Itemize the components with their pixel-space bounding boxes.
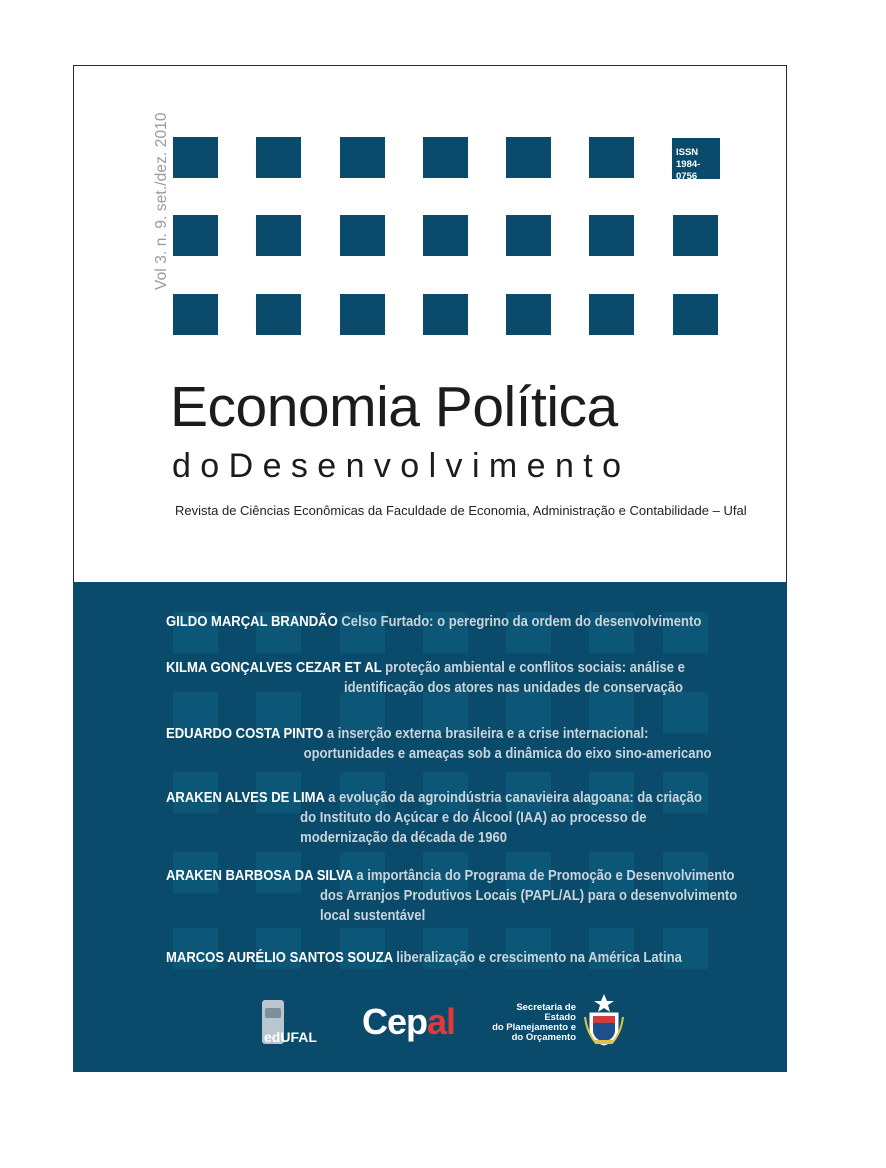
secretaria-line: Secretaria de Estado bbox=[516, 1002, 576, 1023]
article-title-line: modernização da década de 1960 bbox=[300, 829, 508, 846]
edufal-name: edUFAL bbox=[264, 1029, 317, 1045]
cepal-accent: al bbox=[427, 1001, 456, 1042]
article-title-line: Celso Furtado: o peregrino da ordem do desenvolvimento bbox=[341, 613, 702, 630]
decorative-square bbox=[506, 294, 551, 335]
article-title-line: liberalização e crescimento na América Latina bbox=[396, 949, 682, 966]
decorative-square bbox=[423, 215, 468, 256]
decorative-square bbox=[173, 294, 218, 335]
decorative-square bbox=[340, 215, 385, 256]
secretaria-line: do Orçamento bbox=[511, 1032, 576, 1043]
article-entry bbox=[166, 788, 702, 846]
secretaria-logo-text bbox=[484, 1003, 576, 1043]
decorative-square bbox=[173, 137, 218, 178]
secretaria-line: do Planejamento e bbox=[492, 1022, 576, 1033]
article-title-line: dos Arranjos Produtivos Locais (PAPL/AL) para o desenvolvimento bbox=[319, 887, 738, 904]
article-title-line: proteção ambiental e conflitos sociais: análise e bbox=[385, 659, 685, 676]
band-square bbox=[663, 692, 708, 733]
decorative-square bbox=[506, 215, 551, 256]
article-entry bbox=[166, 948, 682, 968]
article-entry bbox=[166, 866, 738, 924]
article-author: GILDO MARÇAL BRANDÃO bbox=[166, 613, 338, 630]
decorative-square bbox=[423, 294, 468, 335]
issn-number: 1984-0756 bbox=[676, 159, 701, 182]
decorative-square bbox=[589, 294, 634, 335]
article-title-line: do Instituto do Açúcar e do Álcool (IAA) ao processo de bbox=[300, 809, 647, 826]
volume-info: Vol 3. n. 9. set./dez. 2010 bbox=[153, 112, 170, 290]
article-author: ARAKEN ALVES DE LIMA bbox=[166, 789, 325, 806]
decorative-square bbox=[256, 137, 301, 178]
article-author: MARCOS AURÉLIO SANTOS SOUZA bbox=[166, 949, 393, 966]
article-title-line: identificação dos atores nas unidades de conservação bbox=[344, 679, 684, 696]
decorative-square bbox=[673, 294, 718, 335]
decorative-square bbox=[589, 215, 634, 256]
journal-tagline: Revista de Ciências Econômicas da Faculdade de Economia, Administração e Contabilidade – Ufal bbox=[175, 503, 747, 518]
article-author: EDUARDO COSTA PINTO bbox=[166, 725, 324, 742]
cepal-main: Cep bbox=[362, 1001, 428, 1042]
decorative-square bbox=[506, 137, 551, 178]
article-author: KILMA GONÇALVES CEZAR ET AL bbox=[166, 659, 382, 676]
decorative-square bbox=[256, 294, 301, 335]
article-entry bbox=[166, 724, 712, 762]
decorative-square bbox=[423, 137, 468, 178]
article-title-line: a inserção externa brasileira e a crise internacional: bbox=[326, 725, 649, 742]
article-author: ARAKEN BARBOSA DA SILVA bbox=[166, 867, 353, 884]
decorative-square bbox=[589, 137, 634, 178]
issn-box bbox=[672, 138, 720, 182]
article-title-line: a importância do Programa de Promoção e Desenvolvimento bbox=[356, 867, 735, 884]
article-entry bbox=[166, 612, 701, 632]
decorative-square bbox=[173, 215, 218, 256]
state-crest-icon bbox=[582, 993, 626, 1047]
cepal-logo bbox=[362, 1001, 455, 1043]
decorative-square bbox=[673, 215, 718, 256]
article-title-line: oportunidades e ameaças sob a dinâmica do eixo sino-americano bbox=[303, 745, 712, 762]
decorative-square bbox=[340, 294, 385, 335]
journal-subtitle: doDesenvolvimento bbox=[172, 447, 631, 485]
edufal-mark-inner-icon bbox=[265, 1008, 281, 1018]
article-entry bbox=[166, 658, 685, 696]
article-title-line: a evolução da agroindústria canavieira alagoana: da criação bbox=[328, 789, 702, 806]
journal-title: Economia Política bbox=[170, 375, 618, 439]
decorative-square bbox=[256, 215, 301, 256]
decorative-square bbox=[340, 137, 385, 178]
issn-label: ISSN bbox=[676, 147, 699, 158]
article-title-line: local sustentável bbox=[319, 907, 426, 924]
